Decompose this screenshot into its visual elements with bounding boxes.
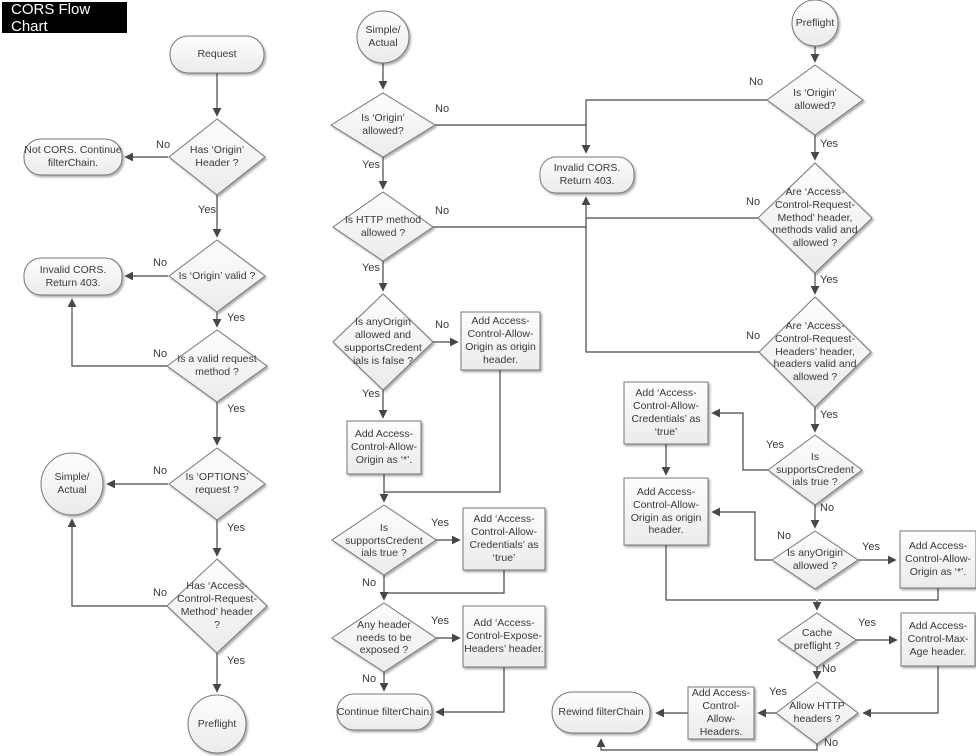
node-l-invalid-cors: Invalid CORS. Return 403. — [39, 263, 107, 289]
edge-label: Yes — [766, 439, 784, 451]
shape-r-cache-preflight — [778, 613, 856, 667]
shape-l-invalid-cors — [24, 258, 122, 295]
shape-m-add-expose-headers — [463, 606, 545, 667]
chart-title: CORS Flow Chart — [2, 2, 127, 33]
edge-label: Yes — [362, 388, 380, 400]
shape-r-is-anyorigin-allowed — [772, 531, 858, 589]
shape-r-acrm-valid-allowed — [758, 163, 872, 273]
node-r-is-origin-allowed: Is ‘Origin’ allowed? — [793, 87, 837, 112]
connector-arrow — [713, 512, 772, 560]
connector-arrow — [586, 100, 767, 152]
shape-m-add-acao-origin-header — [461, 312, 540, 370]
node-r-add-allow-headers: Add Access- Control- Allow- Headers. — [691, 687, 751, 738]
node-m-is-anyorigin-and-supportscred-false: Is anyOrigin allowed and supportsCredent ials is false ? — [344, 316, 422, 367]
node-l-is-valid-request-method: Is a valid request method ? — [177, 353, 257, 378]
shape-r-preflight — [792, 0, 838, 46]
shape-l-has-acrm-header — [167, 559, 267, 653]
edge-label: Yes — [820, 138, 838, 150]
edge-label: Yes — [431, 517, 449, 529]
node-l-is-origin-valid: Is ‘Origin’ valid ? — [178, 269, 256, 282]
shape-r-is-supportscred-true — [768, 435, 862, 505]
connector-arrow — [586, 198, 759, 352]
shape-m-continue-filterchain — [337, 694, 432, 730]
edge-label: Yes — [769, 686, 787, 698]
shape-m-is-origin-allowed — [331, 93, 435, 157]
node-m-simple-actual: Simple/ Actual — [365, 24, 401, 49]
shape-m-is-supportscred-true — [332, 505, 436, 575]
shape-r-add-acao-star — [900, 531, 976, 588]
node-m-is-supportscred-true: Is supportsCredent ials true ? — [345, 521, 423, 560]
shape-r-acrh-valid-allowed — [759, 297, 871, 407]
shape-m-add-acac-true — [463, 508, 545, 570]
edge-label: No — [824, 737, 839, 749]
shape-l-not-cors — [24, 139, 122, 175]
shape-m-any-header-exposed — [332, 603, 436, 672]
shape-l-request — [170, 36, 264, 73]
edge-label: No — [435, 103, 450, 115]
edge-label: Yes — [362, 262, 380, 274]
node-m-add-acac-true: Add ‘Access- Control-Allow- Credentials’ as ‘true’ — [469, 513, 539, 564]
edge-label: Yes — [820, 409, 838, 421]
edge-label: No — [746, 196, 761, 208]
edge-label: No — [362, 673, 377, 685]
shape-r-rewind-filterchain — [552, 692, 650, 733]
node-m-any-header-exposed: Any header needs to be exposed ? — [356, 618, 412, 657]
connector-arrow — [72, 300, 167, 366]
connector-arrow — [713, 413, 768, 470]
node-l-request: Request — [197, 48, 237, 61]
shape-l-is-origin-valid — [169, 240, 265, 312]
edge-label: No — [822, 663, 837, 675]
shape-l-simple-actual — [41, 453, 103, 515]
edge-label: No — [435, 205, 450, 217]
node-c-invalid-cors: Invalid CORS. Return 403. — [553, 162, 621, 187]
node-l-has-acrm-header: Has ‘Access- Control-Request- Method’ header ? — [177, 580, 257, 631]
edge-label: No — [746, 330, 761, 342]
connector-arrow — [437, 667, 504, 712]
edge-label: Yes — [227, 522, 245, 534]
node-r-is-supportscred-true: Is supportsCredent ials true ? — [776, 450, 854, 489]
edge-label: No — [153, 348, 168, 360]
shape-r-is-origin-allowed — [767, 65, 863, 135]
node-l-has-origin-header: Has ‘Origin’ Header ? — [189, 144, 245, 169]
shape-r-add-allow-headers — [688, 687, 754, 739]
shape-m-add-acao-star — [347, 421, 421, 474]
connector-arrow — [72, 520, 167, 606]
node-l-not-cors: Not CORS. Continue filterChain. — [24, 144, 122, 169]
edge-label: Yes — [198, 204, 216, 216]
node-r-rewind-filterchain: Rewind filterChain — [558, 706, 644, 719]
edge-label: Yes — [858, 617, 876, 629]
edge-label: No — [435, 319, 450, 331]
shape-l-is-valid-request-method — [167, 330, 267, 402]
edge-label: Yes — [862, 541, 880, 553]
edge-label: Yes — [227, 403, 245, 415]
edge-label: Yes — [362, 159, 380, 171]
edge-label: Yes — [227, 312, 245, 324]
node-r-cache-preflight: Cache preflight ? — [793, 627, 841, 652]
node-m-add-expose-headers: Add ‘Access- Control-Expose- Headers’ header. — [464, 617, 544, 655]
node-r-acrh-valid-allowed: Are ‘Access- Control-Request- Headers’ header, headers valid and allowed ? — [773, 320, 857, 384]
edge-label: No — [156, 139, 171, 151]
shape-m-simple-actual — [357, 11, 409, 63]
node-r-add-acac-true: Add ‘Access- Control-Allow- Credentials’ as ‘true’ — [631, 387, 701, 438]
node-r-add-max-age: Add Access- Control-Max- Age header. — [907, 620, 969, 658]
edge-label: No — [153, 587, 168, 599]
edge-label: Yes — [820, 274, 838, 286]
shape-c-invalid-cors — [540, 157, 634, 193]
shape-r-allow-http-headers — [776, 682, 858, 744]
node-m-is-http-method-allowed: Is HTTP method allowed ? — [344, 214, 422, 239]
edge-label: Yes — [227, 655, 245, 667]
node-m-add-acao-origin-header: Add Access- Control-Allow- Origin as origin header. — [465, 315, 536, 366]
edge-label: Yes — [431, 615, 449, 627]
edge-label: No — [777, 530, 792, 542]
edge-label: No — [153, 257, 168, 269]
node-m-add-acao-star: Add Access- Control-Allow- Origin as ‘*’. — [351, 428, 417, 466]
shape-l-is-options-request — [169, 448, 265, 520]
node-l-preflight: Preflight — [197, 717, 237, 730]
edge-label: No — [749, 76, 764, 88]
shape-l-has-origin-header — [169, 119, 265, 195]
node-r-add-acao-origin-header: Add Access- Control-Allow- Origin as origin header. — [630, 485, 702, 537]
connector-arrow — [864, 666, 938, 713]
node-r-is-anyorigin-allowed: Is anyOrigin allowed ? — [786, 547, 844, 572]
shape-r-add-acac-true — [624, 382, 708, 444]
node-m-is-origin-allowed: Is ‘Origin’ allowed? — [361, 112, 405, 137]
node-r-allow-http-headers: Allow HTTP headers ? — [789, 700, 845, 725]
edge-label: No — [820, 502, 835, 514]
node-l-simple-actual: Simple/ Actual — [54, 471, 90, 496]
node-r-preflight: Preflight — [795, 16, 835, 29]
node-r-acrm-valid-allowed: Are ‘Access- Control-Request- Method’ header, methods valid and allowed ? — [772, 186, 858, 250]
node-l-is-options-request: Is ‘OPTIONS’ request ? — [185, 471, 249, 496]
shape-m-is-http-method-allowed — [333, 192, 433, 261]
shape-r-add-max-age — [901, 613, 975, 666]
edge-label: No — [153, 465, 168, 477]
node-m-continue-filterchain: Continue filterChain. — [336, 705, 433, 718]
connector-arrow — [601, 740, 817, 750]
shape-r-add-acao-origin-header — [624, 478, 708, 545]
edge-label: No — [362, 577, 377, 589]
node-r-add-acao-star: Add Access- Control-Allow- Origin as ‘*’. — [905, 540, 971, 578]
shape-m-is-anyorigin-and-supportscred-false — [333, 294, 433, 390]
shape-l-preflight — [188, 695, 246, 753]
